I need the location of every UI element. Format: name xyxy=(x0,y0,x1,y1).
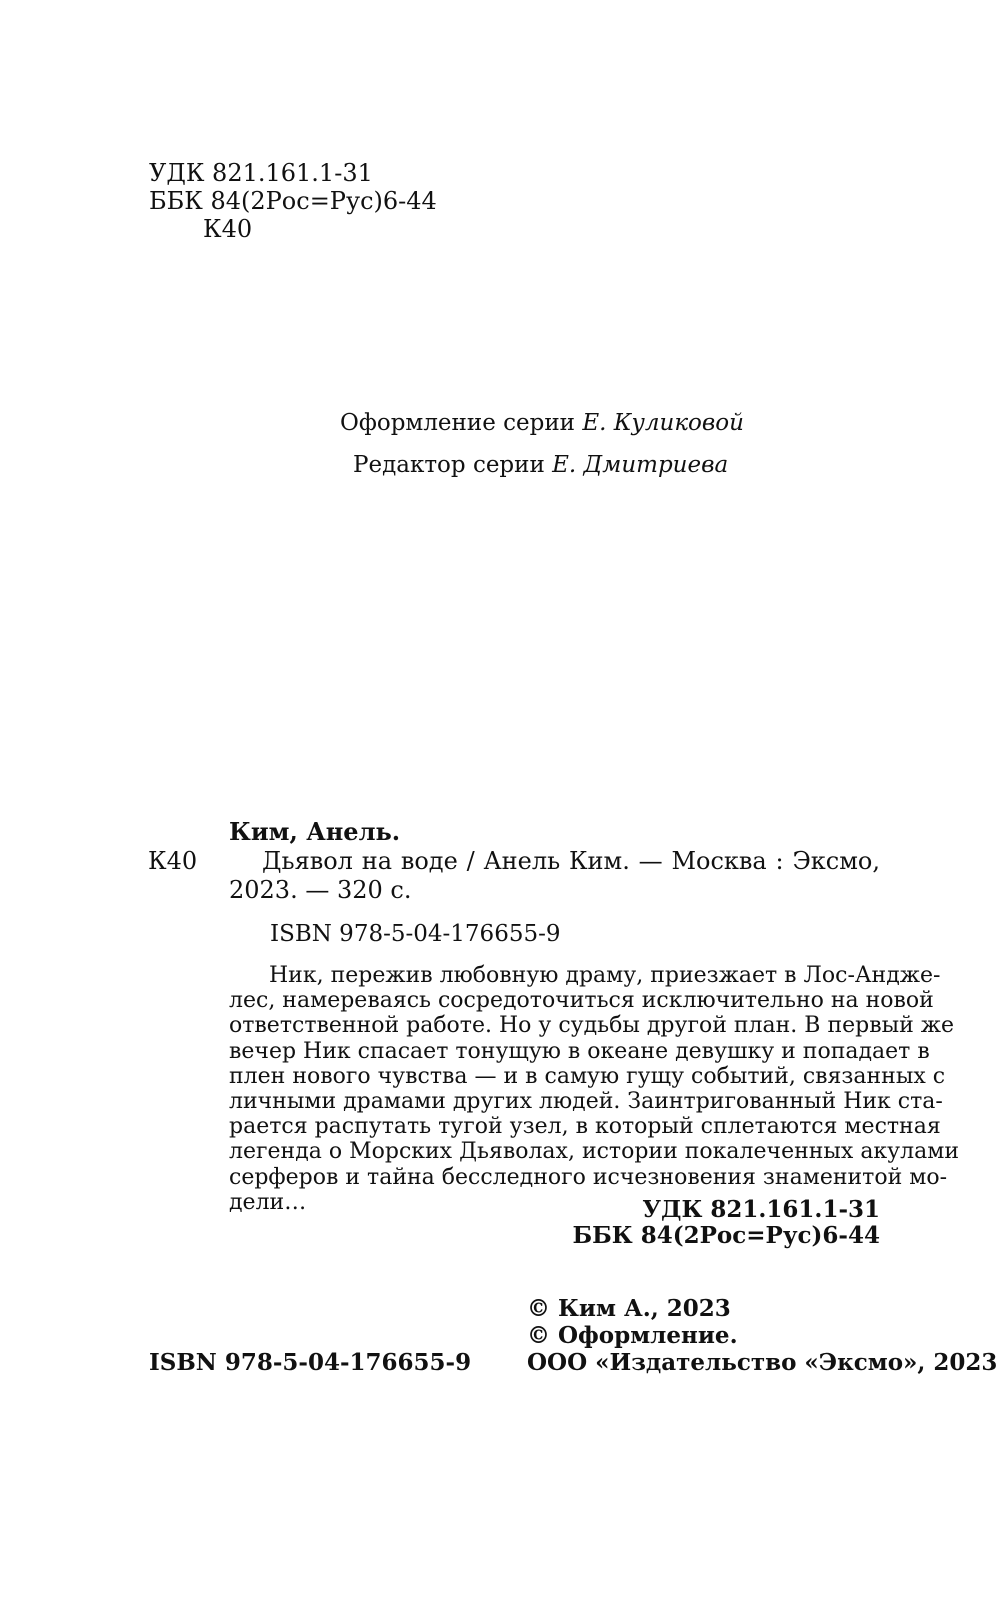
annotation-line: легенда о Морских Дьяволах, истории покалеченных акулами xyxy=(229,1139,959,1165)
book-annotation xyxy=(229,963,959,1215)
series-design-name: Е. Куликовой xyxy=(582,410,744,436)
series-editor-name: Е. Дмитриева xyxy=(552,452,729,478)
annotation-line: рается распутать тугой узел, в который сплетаются местная xyxy=(229,1114,941,1140)
catalog-author-mark: К40 xyxy=(148,847,198,875)
annotation-line: личными драмами других людей. Заинтригованный Ник ста- xyxy=(229,1089,943,1115)
annotation-line: дели… xyxy=(229,1189,307,1215)
annotation-line: лес, намереваясь сосредоточиться исключительно на новой xyxy=(229,988,934,1014)
bbk-code-bottom: ББК 84(2Рос=Рус)6-44 xyxy=(572,1222,880,1249)
udk-code-top: УДК 821.161.1-31 xyxy=(149,159,373,187)
copyright-publisher: ООО «Издательство «Эксмо», 2023 xyxy=(527,1349,998,1376)
series-design-credit xyxy=(340,410,744,437)
series-design-label: Оформление серии xyxy=(340,410,575,436)
catalog-author: Ким, Анель. xyxy=(229,817,401,846)
series-editor-label: Редактор серии xyxy=(353,452,545,478)
isbn-bottom: ISBN 978-5-04-176655-9 xyxy=(149,1349,472,1376)
catalog-isbn: ISBN 978-5-04-176655-9 xyxy=(270,921,561,947)
bbk-code-top: ББК 84(2Рос=Рус)6-44 xyxy=(149,187,437,215)
catalog-title-line-2: 2023. — 320 с. xyxy=(229,876,412,904)
author-mark-top: К40 xyxy=(203,215,253,243)
annotation-line: вечер Ник спасает тонущую в океане девушку и попадает в xyxy=(229,1038,930,1064)
annotation-line: серферов и тайна бесследного исчезновения знаменитой мо- xyxy=(229,1164,948,1190)
annotation-line: Ник, пережив любовную драму, приезжает в Лос-Андже- xyxy=(269,963,941,988)
series-editor-credit xyxy=(353,452,728,479)
udk-code-bottom: УДК 821.161.1-31 xyxy=(642,1196,880,1223)
copyright-design: © Оформление. xyxy=(527,1322,738,1349)
catalog-title-line-1: Дьявол на воде / Анель Ким. — Москва : Эксмо, xyxy=(262,847,880,875)
copyright-author: © Ким А., 2023 xyxy=(527,1295,731,1322)
annotation-line: ответственной работе. Но у судьбы другой план. В первый же xyxy=(229,1013,955,1039)
annotation-line: плен нового чувства — и в самую гущу событий, связанных с xyxy=(229,1063,946,1089)
